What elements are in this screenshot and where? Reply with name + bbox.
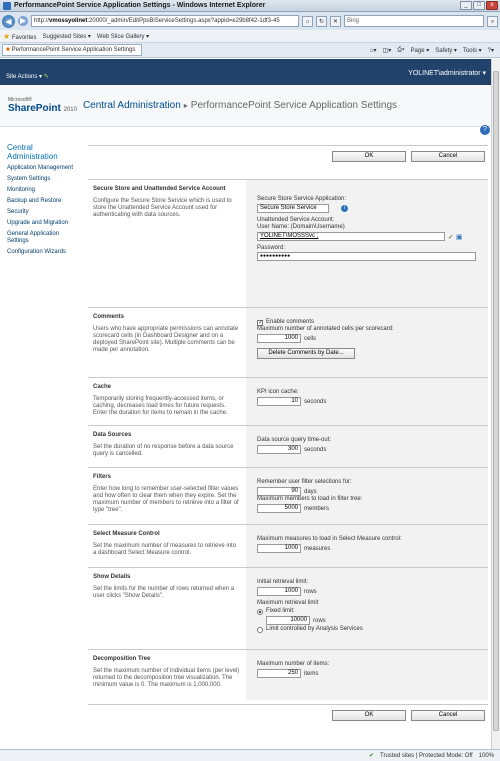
favorites-bar: [0, 30, 500, 43]
nav-item-upgrade-migration[interactable]: Upgrade and Migration: [7, 220, 69, 226]
secure-right: [246, 180, 488, 307]
back-icon[interactable]: ◀: [2, 15, 15, 28]
initial-label: Initial retrieval limit:: [257, 579, 309, 585]
suggested-sites-link[interactable]: Suggested Sites ▾: [42, 33, 91, 40]
datasources-label: Data source query time-out:: [257, 437, 332, 443]
page-title: PerformancePoint Service Application Settings: [190, 100, 398, 111]
secure-desc: Configure the Secure Store Service which is used to store the Unattended Service Account used for authenticating with data sources.: [93, 198, 232, 218]
breadcrumb-sep: ▸: [183, 101, 188, 110]
secure-left: [88, 180, 246, 307]
zone-text: Trusted sites | Protected Mode: Off: [380, 752, 473, 759]
compat-view-icon[interactable]: ⌂: [302, 16, 313, 27]
decomp-input[interactable]: 250: [257, 669, 301, 678]
fixed-limit-unit: rows: [313, 617, 326, 624]
url-prefix: http://: [34, 18, 50, 24]
nav-item-monitoring[interactable]: Monitoring: [7, 187, 36, 193]
measure-title: Select Measure Control: [93, 531, 160, 537]
favorites-label: Favorites: [11, 34, 37, 41]
home-icon[interactable]: ⌂▾: [369, 47, 377, 54]
nav-item-system-settings[interactable]: System Settings: [7, 176, 51, 182]
tab-row: [0, 43, 500, 58]
cache-desc: Temporarily storing frequently-accessed items, or caching, decreases load times for future requests. Enter the duration for items to remain in the cache.: [93, 396, 228, 416]
measure-desc: Set the maximum number of measures to retrieve into a dashboard Select Measure control.: [93, 543, 237, 556]
datasources-title: Data Sources: [93, 432, 132, 438]
sp-header: [0, 85, 500, 133]
cancel-button-bottom[interactable]: Cancel: [411, 710, 485, 721]
max-retrieval-label: Maximum retrieval limit: [257, 600, 319, 606]
page-icon: ■: [6, 47, 10, 53]
datasources-unit: seconds: [304, 446, 327, 453]
safety-menu[interactable]: Safety ▾: [435, 47, 457, 54]
initial-input[interactable]: 1000: [257, 587, 301, 596]
user-label: User Name: (Domain\Username): [257, 224, 345, 230]
print-icon[interactable]: ⎙▾: [397, 46, 405, 53]
filter-max-label: Maximum members to load in filter tree:: [257, 496, 363, 502]
info-icon: i: [341, 205, 348, 212]
max-comments-unit: cells: [304, 335, 317, 342]
nav-item-general-settings[interactable]: General Application Settings: [7, 231, 60, 244]
breadcrumb: [83, 100, 397, 111]
comments-left: [88, 308, 246, 377]
secure-app-label: Secure Store Service Application:: [257, 196, 347, 202]
measure-left: [88, 525, 246, 567]
delete-comments-button[interactable]: Delete Comments by Date...: [257, 348, 355, 359]
cache-input[interactable]: 10: [257, 397, 301, 406]
window-titlebar: [0, 0, 500, 12]
section-secure-store: [88, 179, 488, 307]
zoom-level[interactable]: 100%: [478, 752, 494, 759]
help-menu-icon[interactable]: ?▾: [487, 47, 494, 54]
initial-unit: rows: [304, 588, 317, 595]
measure-right: [246, 525, 488, 567]
star-icon: ★: [3, 31, 11, 41]
filters-title: Filters: [93, 474, 112, 480]
section-decomposition-tree: [88, 649, 488, 700]
decomp-unit: items: [304, 670, 319, 677]
remember-unit: days: [304, 488, 317, 495]
ie-icon: [3, 2, 11, 10]
nav-head[interactable]: Central Administration: [7, 143, 58, 161]
section-select-measure: [88, 524, 488, 567]
datasources-left: [88, 426, 246, 467]
secure-title: Secure Store and Unattended Service Account: [93, 186, 226, 192]
datasources-right: [246, 426, 488, 467]
sharepoint-logo: [8, 97, 77, 114]
breadcrumb-root[interactable]: Central Administration: [82, 100, 181, 111]
bottom-button-row: [88, 704, 488, 725]
datasources-desc: Set the duration of no response before a data source query is cancelled.: [93, 444, 234, 457]
section-data-sources: [88, 425, 488, 467]
details-title: Show Details: [93, 574, 131, 580]
browse-people-icon[interactable]: ▣: [455, 233, 463, 241]
details-desc: Set the limits for the number of rows returned when a user clicks "Show Details".: [93, 586, 235, 599]
cache-label: KPI icon cache:: [257, 389, 299, 395]
datasources-input[interactable]: 300: [257, 445, 301, 454]
browser-tab[interactable]: [2, 44, 142, 56]
decomp-title: Decomposition Tree: [93, 656, 151, 662]
fixed-limit-label: Fixed limit:: [266, 608, 295, 614]
user-menu[interactable]: YOLINET\administrator ▾: [408, 70, 486, 77]
cancel-button-top[interactable]: Cancel: [411, 151, 485, 162]
stop-icon[interactable]: ✕: [330, 16, 341, 27]
max-comments-label: Maximum number of annotated cells per scorecard:: [257, 326, 394, 332]
fixed-limit-radio[interactable]: [257, 609, 263, 615]
filter-max-unit: members: [304, 505, 330, 512]
secure-app-input[interactable]: Secure Store Service: [257, 204, 329, 213]
decomp-right: [246, 650, 488, 700]
nav-item-configuration-wizards[interactable]: Configuration Wizards: [7, 249, 67, 255]
scrollbar-thumb[interactable]: [493, 71, 499, 731]
window-title: PerformancePoint Service Application Settings - Windows Internet Explorer: [14, 2, 266, 9]
remember-input[interactable]: 90: [257, 487, 301, 496]
section-comments: [88, 307, 488, 377]
address-input[interactable]: [31, 15, 299, 27]
decomp-label: Maximum number of items:: [257, 661, 330, 667]
url-host: vmossyolinet: [49, 18, 88, 24]
fixed-limit-input[interactable]: 10000: [266, 616, 310, 625]
decomp-desc: Set the maximum number of individual items (per level) returned to the decomposition tree visualization. The minimum value is 0. The maximum is 1,000,000.: [93, 668, 240, 688]
site-actions-label: Site Actions ▾: [6, 74, 43, 80]
status-bar: [0, 749, 500, 761]
cache-right: [246, 378, 488, 425]
web-slice-link[interactable]: Web Slice Gallery ▾: [96, 33, 150, 40]
details-right: [246, 568, 488, 649]
search-icon[interactable]: ⌕: [487, 16, 498, 27]
account-label: Unattended Service Account:: [257, 217, 335, 223]
cache-left: [88, 378, 246, 425]
refresh-icon[interactable]: ↻: [316, 16, 327, 27]
ok-button-top[interactable]: OK: [332, 151, 406, 162]
forward-icon[interactable]: ▶: [19, 16, 27, 25]
measure-unit: measures: [304, 545, 331, 552]
search-placeholder: Bing: [347, 18, 360, 24]
browse-icon[interactable]: ✎: [43, 74, 49, 80]
analysis-services-label: Limit controlled by Analysis Services: [266, 626, 363, 632]
address-toolbar: [0, 12, 500, 30]
filters-left: [88, 468, 246, 524]
user-input[interactable]: YOLINET\MOSSSvc ;: [257, 232, 445, 241]
remember-label: Remember user filter selections for:: [257, 479, 352, 485]
section-show-details: [88, 567, 488, 649]
page-menu[interactable]: Page ▾: [410, 47, 430, 54]
top-button-row: [88, 145, 488, 166]
url-path: :20000/_admin/EditPpsBiServiceSettings.aspx?appid=e29b8f42-1df3-45: [87, 18, 280, 24]
nav-item-application-management[interactable]: Application Management: [7, 165, 74, 171]
ok-button-bottom[interactable]: OK: [332, 710, 406, 721]
filters-desc: Enter how long to remember user-selected filter values and how often to clear them when they expire. Set the maximum number of members to retrieve into a filter of type "tree".: [93, 486, 239, 513]
password-label: Password:: [257, 245, 286, 251]
tab-title: PerformancePoint Service Application Settings: [11, 47, 136, 53]
logo-year: 2010: [63, 107, 77, 113]
measure-input[interactable]: 1000: [257, 544, 301, 553]
cache-title: Cache: [93, 384, 112, 390]
search-input[interactable]: [344, 15, 484, 27]
filters-right: [246, 468, 488, 524]
analysis-services-radio[interactable]: [257, 627, 263, 633]
feeds-icon[interactable]: ◫▾: [382, 47, 392, 54]
measure-label: Maximum measures to load in Select Measure control:: [257, 536, 402, 542]
favorites-button[interactable]: [3, 32, 37, 41]
nav-item-backup-restore[interactable]: Backup and Restore: [7, 198, 62, 204]
details-left: [88, 568, 246, 649]
decomp-left: [88, 650, 246, 700]
help-icon[interactable]: ?: [480, 125, 490, 135]
max-comments-input[interactable]: 1000: [257, 334, 301, 343]
status-right: [369, 752, 500, 759]
check-names-icon[interactable]: ✓: [448, 233, 454, 241]
logo-sp: SharePoint: [8, 103, 61, 114]
maximize-button[interactable]: □: [473, 1, 485, 10]
section-filters: [88, 467, 488, 524]
cache-unit: seconds: [304, 398, 327, 405]
enable-comments-label: Enable comments: [266, 319, 315, 325]
enable-comments-checkbox[interactable]: ✓: [258, 319, 264, 326]
comments-right: [246, 308, 488, 377]
window-controls: [460, 1, 498, 10]
filter-max-input[interactable]: 5000: [257, 504, 301, 513]
quick-launch: [0, 140, 86, 258]
password-input[interactable]: ●●●●●●●●●●: [257, 252, 476, 261]
close-button[interactable]: x: [486, 1, 498, 10]
command-bar: [370, 47, 500, 54]
site-actions-menu[interactable]: [6, 73, 49, 80]
comments-desc: Users who have appropriate permissions can annotate scorecard cells (in Dashboard Designer and on a deployed SharePoint site). Multiple comments can be made per annotation.: [93, 326, 239, 353]
trusted-sites-icon: ✔: [369, 753, 375, 759]
sp-ribbon: [0, 59, 500, 85]
nav-item-security[interactable]: Security: [7, 209, 29, 215]
tools-menu[interactable]: Tools ▾: [462, 47, 482, 54]
vertical-scrollbar[interactable]: [491, 59, 500, 749]
section-cache: [88, 377, 488, 425]
minimize-button[interactable]: _: [460, 1, 472, 10]
logo-ms: Microsoft®: [8, 97, 32, 103]
comments-title: Comments: [93, 314, 125, 320]
settings-form: [88, 141, 488, 721]
